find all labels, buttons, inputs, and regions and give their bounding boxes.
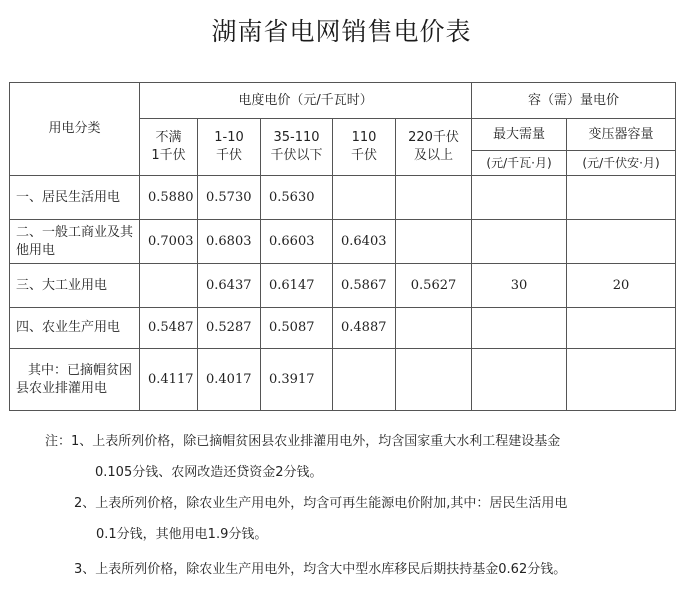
price-table — [9, 82, 676, 411]
price-cell — [567, 308, 676, 349]
row-category: 三、大工业用电 — [10, 264, 140, 308]
price-cell — [333, 176, 396, 220]
price-cell — [396, 349, 472, 411]
price-cell: 0.5867 — [333, 264, 396, 308]
price-cell: 0.6803 — [198, 220, 261, 264]
price-cell: 0.6437 — [198, 264, 261, 308]
header-category: 用电分类 — [10, 83, 140, 176]
price-cell: 0.7003 — [140, 220, 198, 264]
table-row — [10, 264, 676, 308]
table-row — [10, 176, 676, 220]
header-label: 不满 1千伏 — [151, 130, 186, 163]
price-cell — [567, 220, 676, 264]
row-category: 其中：已摘帽贫困县农业排灌用电 — [10, 349, 140, 411]
price-cell: 0.4887 — [333, 308, 396, 349]
header-1-10kv — [198, 119, 261, 176]
price-cell: 0.4117 — [140, 349, 198, 411]
header-35-110kv — [261, 119, 333, 176]
price-cell — [472, 349, 567, 411]
price-cell — [567, 176, 676, 220]
header-label: 220千伏 及以上 — [408, 130, 459, 163]
header-energy-price: 电度电价（元/千瓦时） — [140, 83, 472, 119]
price-cell — [396, 220, 472, 264]
price-cell: 0.5627 — [396, 264, 472, 308]
price-cell: 0.5287 — [198, 308, 261, 349]
header-under-1kv — [140, 119, 198, 176]
price-cell: 30 — [472, 264, 567, 308]
price-cell — [333, 349, 396, 411]
header-label: 35-110 千伏以下 — [270, 130, 323, 163]
header-label: 110 千伏 — [350, 130, 377, 163]
table-row — [10, 349, 676, 411]
row-category: 二、一般工商业及其他用电 — [10, 220, 140, 264]
price-cell — [140, 264, 198, 308]
table-row — [10, 220, 676, 264]
price-cell: 0.5487 — [140, 308, 198, 349]
price-cell: 20 — [567, 264, 676, 308]
price-cell — [396, 176, 472, 220]
price-cell: 0.4017 — [198, 349, 261, 411]
row-category: 一、居民生活用电 — [10, 176, 140, 220]
price-cell — [472, 308, 567, 349]
note-3: 3、上表所列价格，除农业生产用电外，均含大中型水库移民后期扶持基金0.62分钱。 — [74, 562, 567, 577]
price-cell: 0.6403 — [333, 220, 396, 264]
note-1-cont: 0.105分钱、农网改造还贷资金2分钱。 — [95, 465, 323, 480]
unit-max-demand: (元/千瓦·月) — [472, 151, 567, 176]
price-cell — [472, 220, 567, 264]
note-2-cont: 0.1分钱，其他用电1.9分钱。 — [96, 527, 268, 542]
price-cell: 0.5730 — [198, 176, 261, 220]
price-cell: 0.3917 — [261, 349, 333, 411]
price-cell: 0.5630 — [261, 176, 333, 220]
header-capacity-price: 容（需）量电价 — [472, 83, 676, 119]
price-cell — [567, 349, 676, 411]
page-title: 湖南省电网销售电价表 — [211, 17, 472, 46]
header-transformer: 变压器容量 — [567, 119, 676, 151]
header-110kv — [333, 119, 396, 176]
row-category: 四、农业生产用电 — [10, 308, 140, 349]
header-label: 1-10 千伏 — [214, 130, 244, 163]
price-cell — [396, 308, 472, 349]
unit-transformer: (元/千伏安·月) — [567, 151, 676, 176]
note-1: 注：1、上表所列价格，除已摘帽贫困县农业排灌用电外，均含国家重大水利工程建设基金 — [45, 434, 561, 449]
table-row — [10, 308, 676, 349]
price-cell — [472, 176, 567, 220]
price-cell: 0.6603 — [261, 220, 333, 264]
header-220kv — [396, 119, 472, 176]
price-cell: 0.5087 — [261, 308, 333, 349]
note-2: 2、上表所列价格，除农业生产用电外，均含可再生能源电价附加,其中：居民生活用电 — [74, 496, 568, 511]
header-max-demand: 最大需量 — [472, 119, 567, 151]
price-cell: 0.6147 — [261, 264, 333, 308]
price-cell: 0.5880 — [140, 176, 198, 220]
